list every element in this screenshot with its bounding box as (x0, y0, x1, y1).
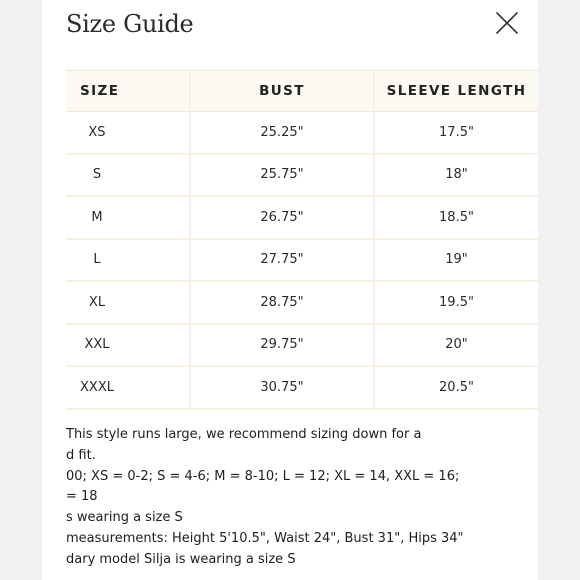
note-line: = 18 (66, 489, 98, 505)
note-line: 00; XS = 0-2; S = 4-6; M = 8-10; L = 12; XL = 14, XXL = 16; (66, 468, 460, 484)
size-cell: S (66, 154, 190, 197)
close-icon (494, 10, 520, 36)
sleeve-cell: 17.5" (374, 112, 538, 154)
table-row (66, 324, 538, 367)
bust-cell: 26.75" (190, 196, 374, 239)
size-cell: L (66, 239, 190, 282)
note-line: dary model Silja is wearing a size S (66, 551, 296, 567)
size-guide-modal (42, 0, 538, 580)
bust-cell: 25.75" (190, 154, 374, 197)
sleeve-cell: 18" (374, 154, 538, 197)
sleeve-cell: 19" (374, 239, 538, 282)
size-cell: XL (66, 281, 190, 324)
size-table (66, 70, 538, 410)
size-cell: M (66, 196, 190, 239)
header-sleeve-length: SLEEVE LENGTH (374, 71, 538, 112)
size-cell: XXXL (66, 366, 190, 409)
sleeve-cell: 19.5" (374, 281, 538, 324)
table-header-row (66, 71, 538, 112)
size-cell: XS (66, 112, 190, 154)
header-bust: BUST (190, 71, 374, 112)
table-row (66, 366, 538, 409)
note-line: measurements: Height 5'10.5", Waist 24", Bust 31", Hips 34" (66, 530, 464, 546)
sleeve-cell: 20" (374, 324, 538, 367)
table-row (66, 239, 538, 282)
bust-cell: 30.75" (190, 366, 374, 409)
table-row (66, 281, 538, 324)
sleeve-cell: 18.5" (374, 196, 538, 239)
bust-cell: 28.75" (190, 281, 374, 324)
table-row (66, 196, 538, 239)
size-cell: XXL (66, 324, 190, 367)
modal-title: Size Guide (66, 10, 194, 38)
bust-cell: 29.75" (190, 324, 374, 367)
header-size: SIZE (66, 71, 190, 112)
sleeve-cell: 20.5" (374, 366, 538, 409)
table-row (66, 154, 538, 197)
bust-cell: 27.75" (190, 239, 374, 282)
table-row (66, 112, 538, 154)
note-line: d fit. (66, 447, 96, 463)
bust-cell: 25.25" (190, 112, 374, 154)
fit-notes (66, 425, 536, 571)
note-line: This style runs large, we recommend sizing down for a (66, 427, 422, 442)
close-button[interactable] (494, 10, 520, 36)
note-line: s wearing a size S (66, 510, 183, 526)
